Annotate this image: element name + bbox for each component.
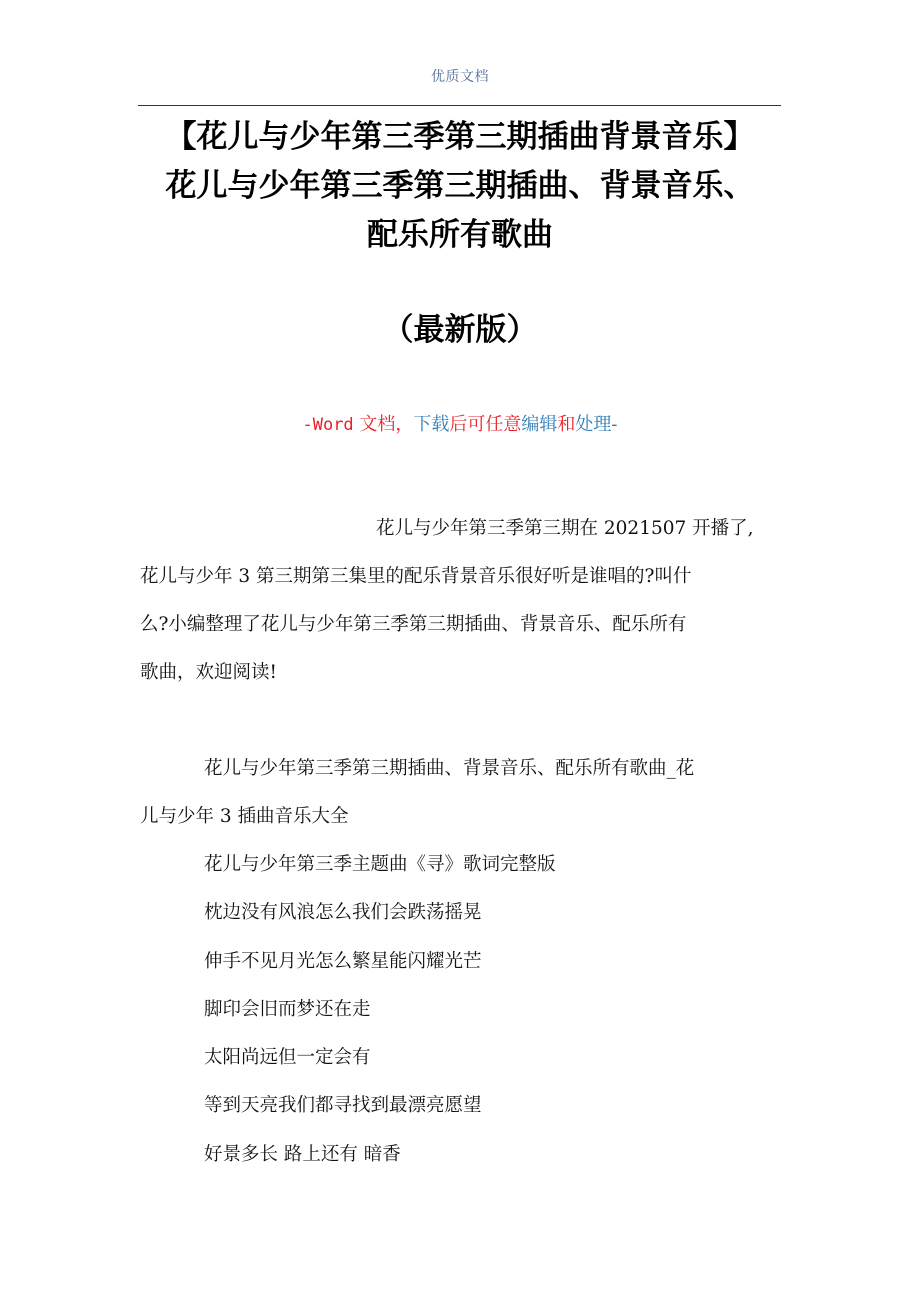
lyric-line: 太阳尚远但一定会有 (204, 1047, 371, 1069)
lyric-line: 伸手不见月光怎么繁星能闪耀光芒 (204, 950, 482, 972)
title-line: 花儿与少年第三季第三期插曲、背景音乐、 (165, 168, 755, 204)
section-heading (140, 745, 790, 841)
header-label: 优质文档 (431, 69, 489, 85)
lyric-line: 好景多长 路上还有 暗香 (204, 1143, 401, 1165)
paragraph-line: 歌曲，欢迎阅读! (140, 662, 277, 683)
document-title (120, 113, 800, 260)
notice-segment: 和 (557, 414, 576, 435)
paragraph-line: 儿与少年 3 插曲音乐大全 (140, 806, 349, 827)
paragraph-line: 花儿与少年 3 第三期第三集里的配乐背景音乐很好听是谁唱的?叫什 (140, 566, 692, 587)
notice-segment: 文档， (353, 414, 414, 435)
notice-segment: 处理- (575, 414, 618, 435)
lyrics-list (204, 841, 854, 1179)
notice-segment: 下载 (413, 414, 450, 435)
header-divider (138, 105, 781, 106)
title-line: 配乐所有歌曲 (367, 217, 553, 253)
document-subtitle: （最新版） (382, 312, 538, 348)
editable-notice (0, 412, 920, 438)
intro-paragraph (140, 505, 790, 697)
paragraph-line: 花儿与少年第三季第三期在 2021507 开播了, (376, 518, 754, 539)
notice-segment: 编辑 (521, 414, 558, 435)
notice-segment: -Word (302, 415, 354, 435)
paragraph-line: 么?小编整理了花儿与少年第三季第三期插曲、背景音乐、配乐所有 (140, 614, 687, 635)
notice-segment: 后可任意 (449, 414, 522, 435)
lyric-line: 脚印会旧而梦还在走 (204, 998, 371, 1020)
lyric-line: 枕边没有风浪怎么我们会跌荡摇晃 (204, 902, 482, 924)
title-line: 【花儿与少年第三季第三期插曲背景音乐】 (165, 119, 755, 155)
lyric-line: 花儿与少年第三季主题曲《寻》歌词完整版 (204, 854, 556, 875)
lyric-line: 等到天亮我们都寻找到最漂亮愿望 (204, 1095, 482, 1117)
paragraph-line: 花儿与少年第三季第三期插曲、背景音乐、配乐所有歌曲_花 (204, 758, 695, 779)
